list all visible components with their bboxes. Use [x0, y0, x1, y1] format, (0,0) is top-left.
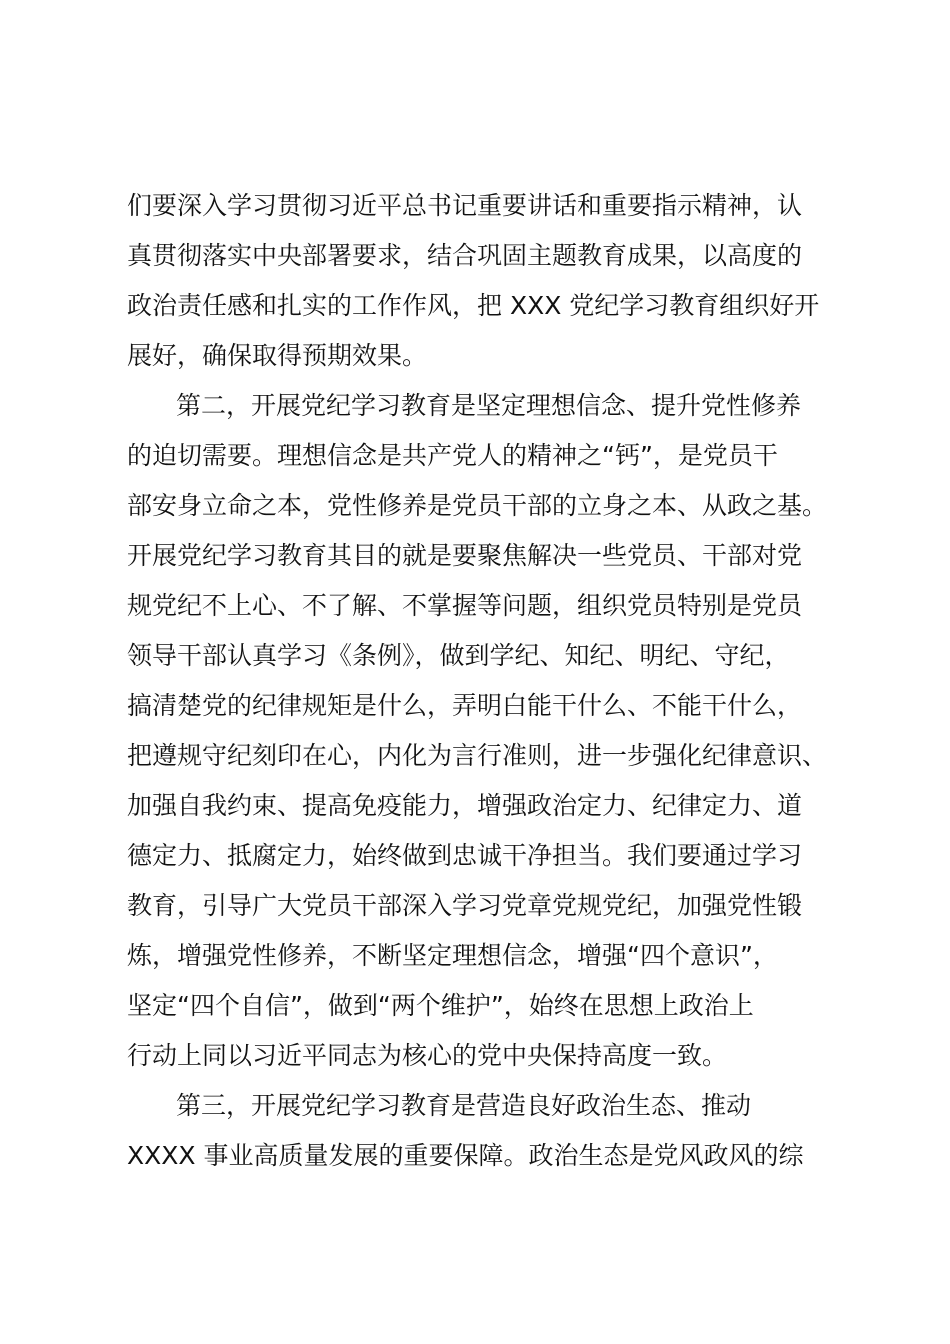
paragraph-line: 真贯彻落实中央部署要求，结合巩固主题教育成果，以高度的 [127, 241, 803, 270]
paragraph-line: 坚定“四个自信”，做到“两个维护”，始终在思想上政治上 [127, 991, 754, 1020]
paragraph-line: 第三，开展党纪学习教育是营造良好政治生态、推动 [176, 1091, 752, 1120]
paragraph-line: 们要深入学习贯彻习近平总书记重要讲话和重要指示精神，认 [127, 191, 803, 220]
paragraph-line: 第二，开展党纪学习教育是坚定理想信念、提升党性修养 [176, 391, 802, 420]
paragraph-line: 炼，增强党性修养，不断坚定理想信念，增强“四个意识”， [127, 941, 778, 970]
paragraph-line: 行动上同以习近平同志为核心的党中央保持高度一致。 [127, 1041, 728, 1070]
paragraph-line: 领导干部认真学习《条例》，做到学纪、知纪、明纪、守纪， [127, 641, 790, 670]
paragraph-line: 部安身立命之本，党性修养是党员干部的立身之本、从政之基。 [127, 491, 828, 520]
paragraph-line: XXXX 事业高质量发展的重要保障。政治生态是党风政风的综 [127, 1141, 804, 1170]
paragraph-line: 政治责任感和扎实的工作作风，把 XXX 党纪学习教育组织好开 [127, 291, 820, 320]
paragraph-line: 展好，确保取得预期效果。 [127, 341, 428, 370]
paragraph-line: 把遵规守纪刻印在心，内化为言行准则，进一步强化纪律意识、 [127, 741, 828, 770]
paragraph-line: 的迫切需要。理想信念是共产党人的精神之“钙”，是党员干 [127, 441, 778, 470]
paragraph-line: 加强自我约束、提高免疫能力，增强政治定力、纪律定力、道 [127, 791, 803, 820]
paragraph-line: 教育，引导广大党员干部深入学习党章党规党纪，加强党性锻 [127, 891, 803, 920]
paragraph-line: 德定力、抵腐定力，始终做到忠诚干净担当。我们要通过学习 [127, 841, 803, 870]
paragraph-line: 搞清楚党的纪律规矩是什么，弄明白能干什么、不能干什么， [127, 691, 803, 720]
paragraph-line: 开展党纪学习教育其目的就是要聚焦解决一些党员、干部对党 [127, 541, 803, 570]
paragraph-line: 规党纪不上心、不了解、不掌握等问题，组织党员特别是党员 [127, 591, 803, 620]
